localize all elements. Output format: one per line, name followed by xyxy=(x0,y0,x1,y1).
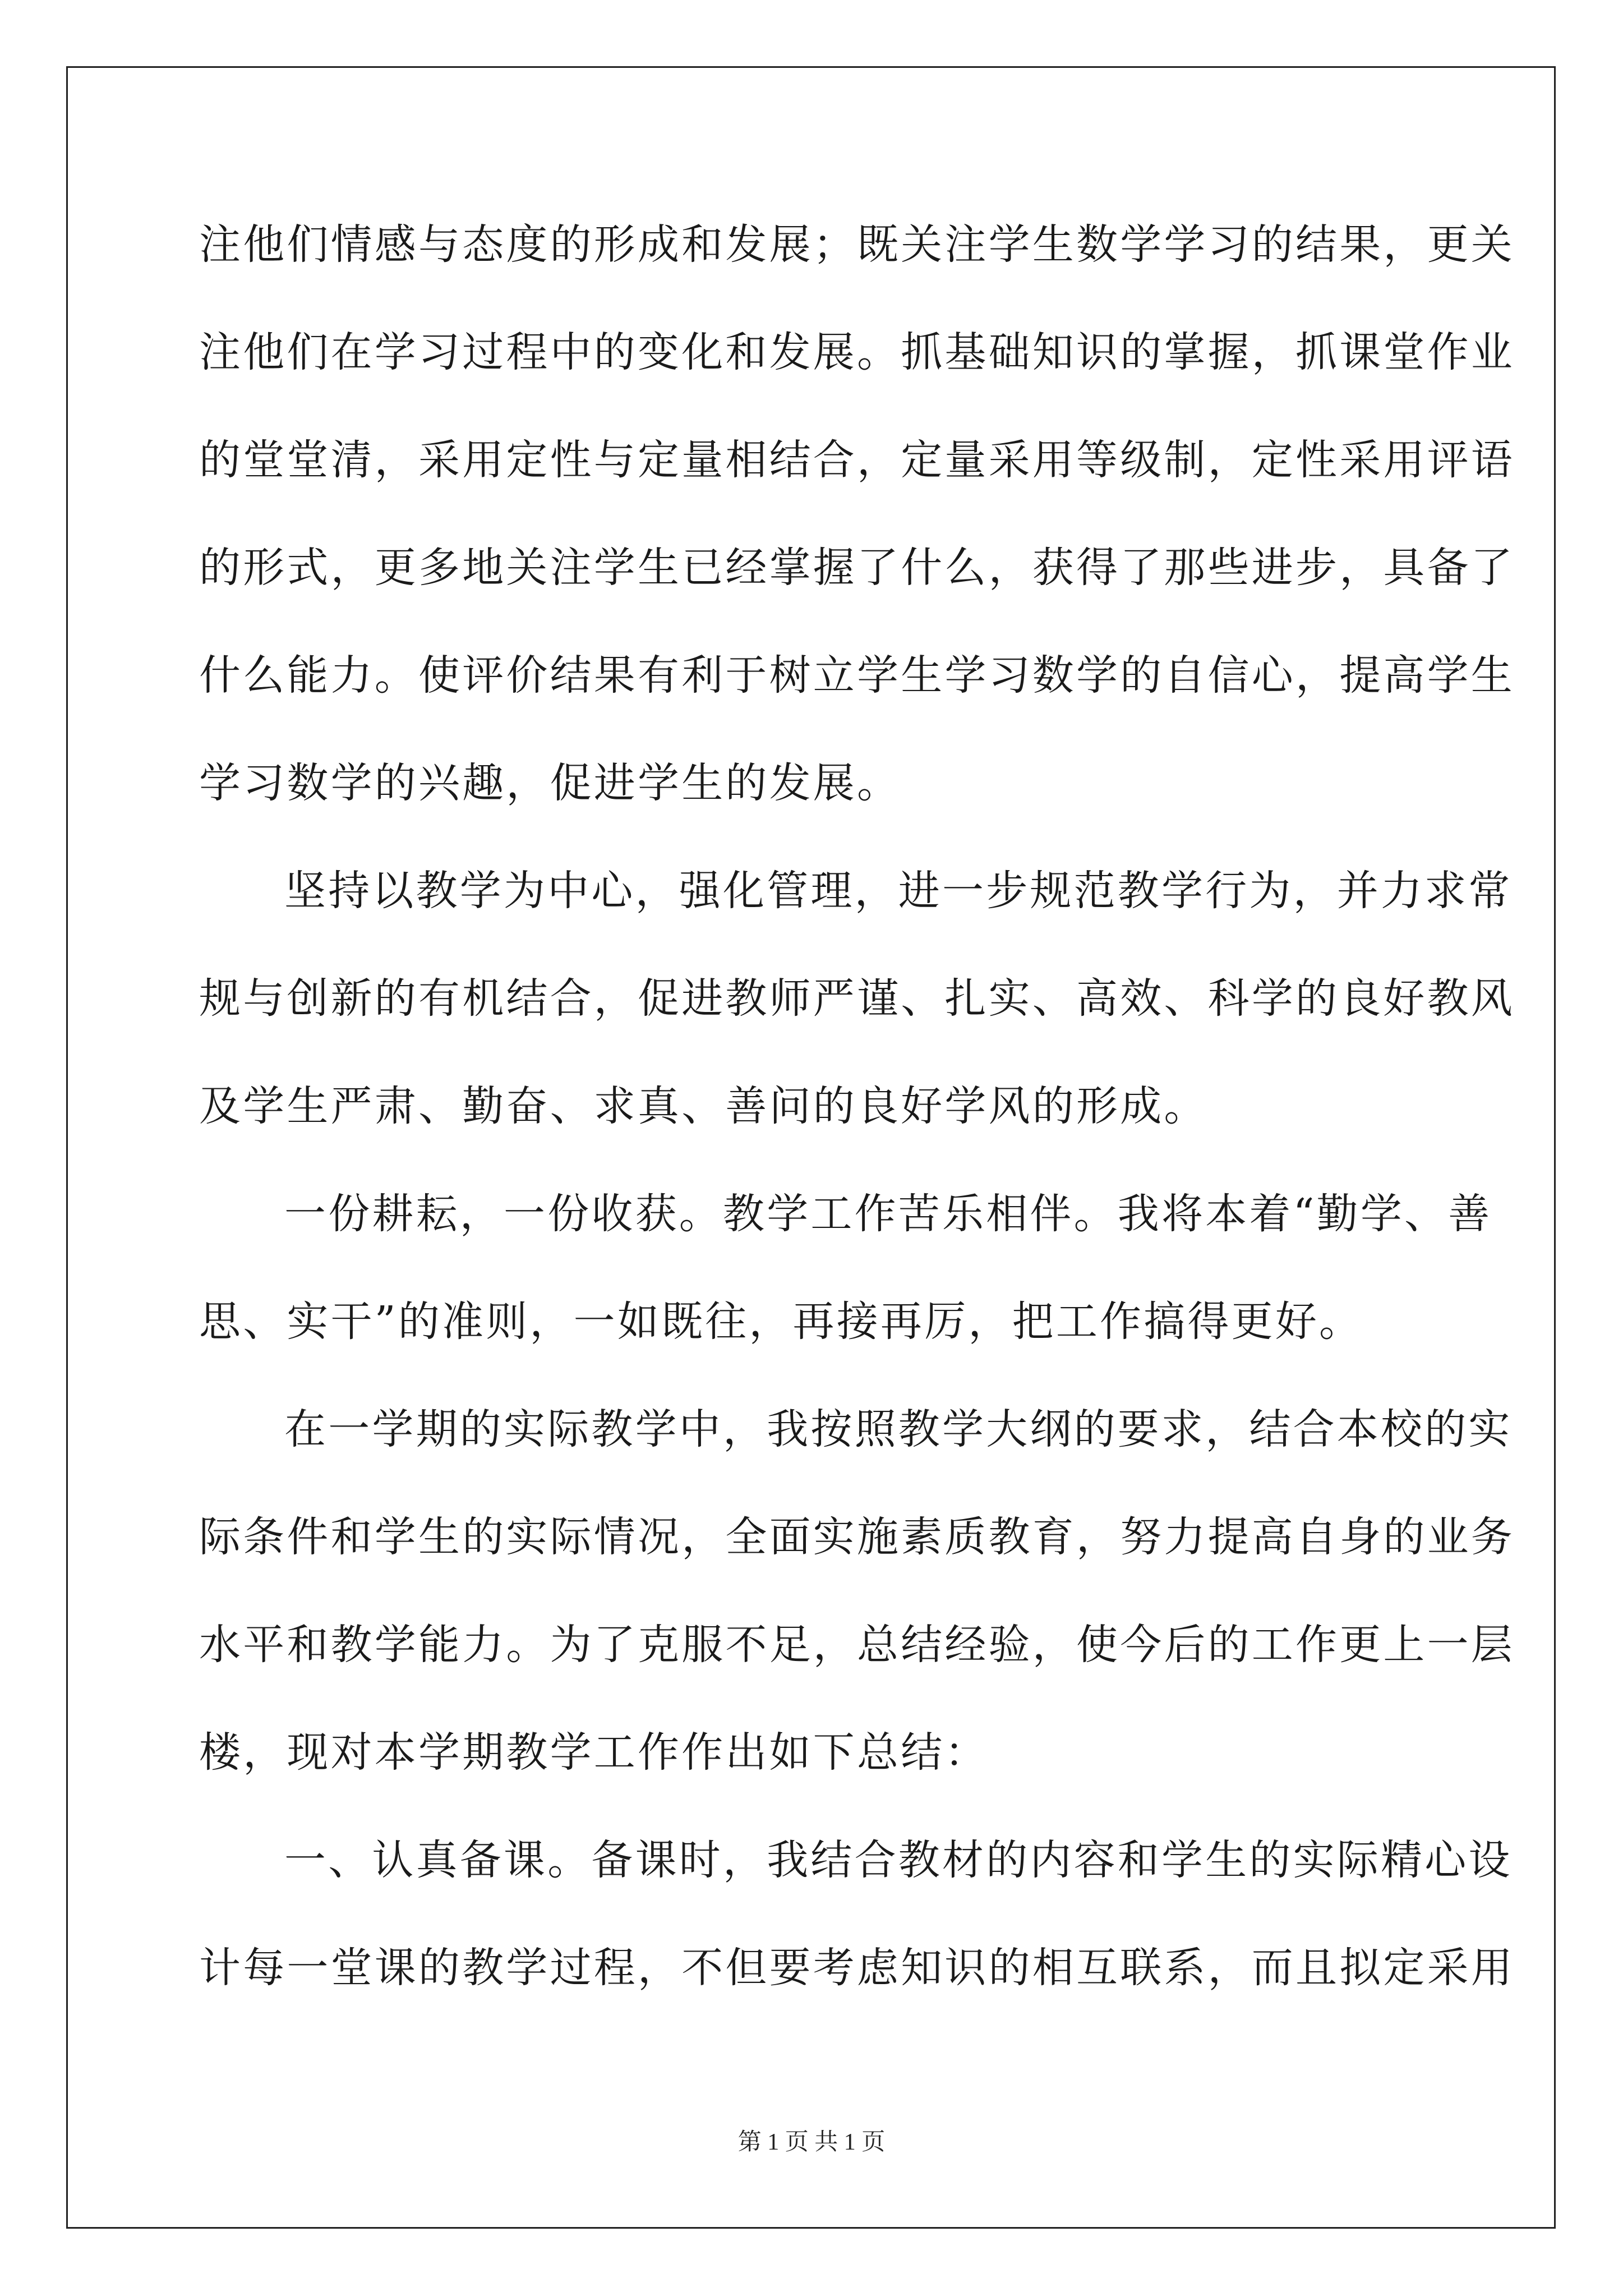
text-line: 什么能力。使评价结果有利于树立学生学习数学的自信心，提高学生 xyxy=(199,651,1515,700)
text-line: 学习数学的兴趣，促进学生的发展。 xyxy=(199,759,901,807)
paragraph-first-line: 一、认真备课。备课时，我结合教材的内容和学生的实际精心设 xyxy=(284,1836,1513,1884)
text-line: 思、实干”的准则，一如既往，再接再厉，把工作搞得更好。 xyxy=(199,1297,1363,1346)
paragraph-first-line: 在一学期的实际教学中，我按照教学大纲的要求，结合本校的实 xyxy=(284,1405,1513,1453)
paragraph-first-line: 坚持以教学为中心，强化管理，进一步规范教学行为，并力求常 xyxy=(284,867,1513,915)
text-line: 及学生严肃、勤奋、求真、善问的良好学风的形成。 xyxy=(199,1082,1208,1130)
text-line: 注他们在学习过程中的变化和发展。抓基础知识的掌握，抓课堂作业 xyxy=(199,328,1515,376)
text-line: 的堂堂清，采用定性与定量相结合，定量采用等级制，定性采用评语 xyxy=(199,436,1515,484)
text-line: 注他们情感与态度的形成和发展；既关注学生数学学习的结果，更关 xyxy=(199,220,1515,269)
text-line: 规与创新的有机结合，促进教师严谨、扎实、高效、科学的良好教风 xyxy=(199,974,1515,1023)
document-body xyxy=(199,191,1515,2022)
text-line: 楼，现对本学期教学工作作出如下总结： xyxy=(199,1728,989,1777)
page-number-footer: 第 1 页 共 1 页 xyxy=(737,2129,886,2155)
text-line: 的形式，更多地关注学生已经掌握了什么，获得了那些进步，具备了 xyxy=(199,544,1515,592)
text-line: 水平和教学能力。为了克服不足，总结经验，使今后的工作更上一层 xyxy=(199,1621,1515,1669)
text-line: 际条件和学生的实际情况，全面实施素质教育，努力提高自身的业务 xyxy=(199,1513,1515,1561)
paragraph-first-line: 一份耕耘，一份收获。教学工作苦乐相伴。我将本着“勤学、善 xyxy=(284,1190,1492,1238)
text-line: 计每一堂课的教学过程，不但要考虑知识的相互联系，而且拟定采用 xyxy=(199,1944,1515,1992)
